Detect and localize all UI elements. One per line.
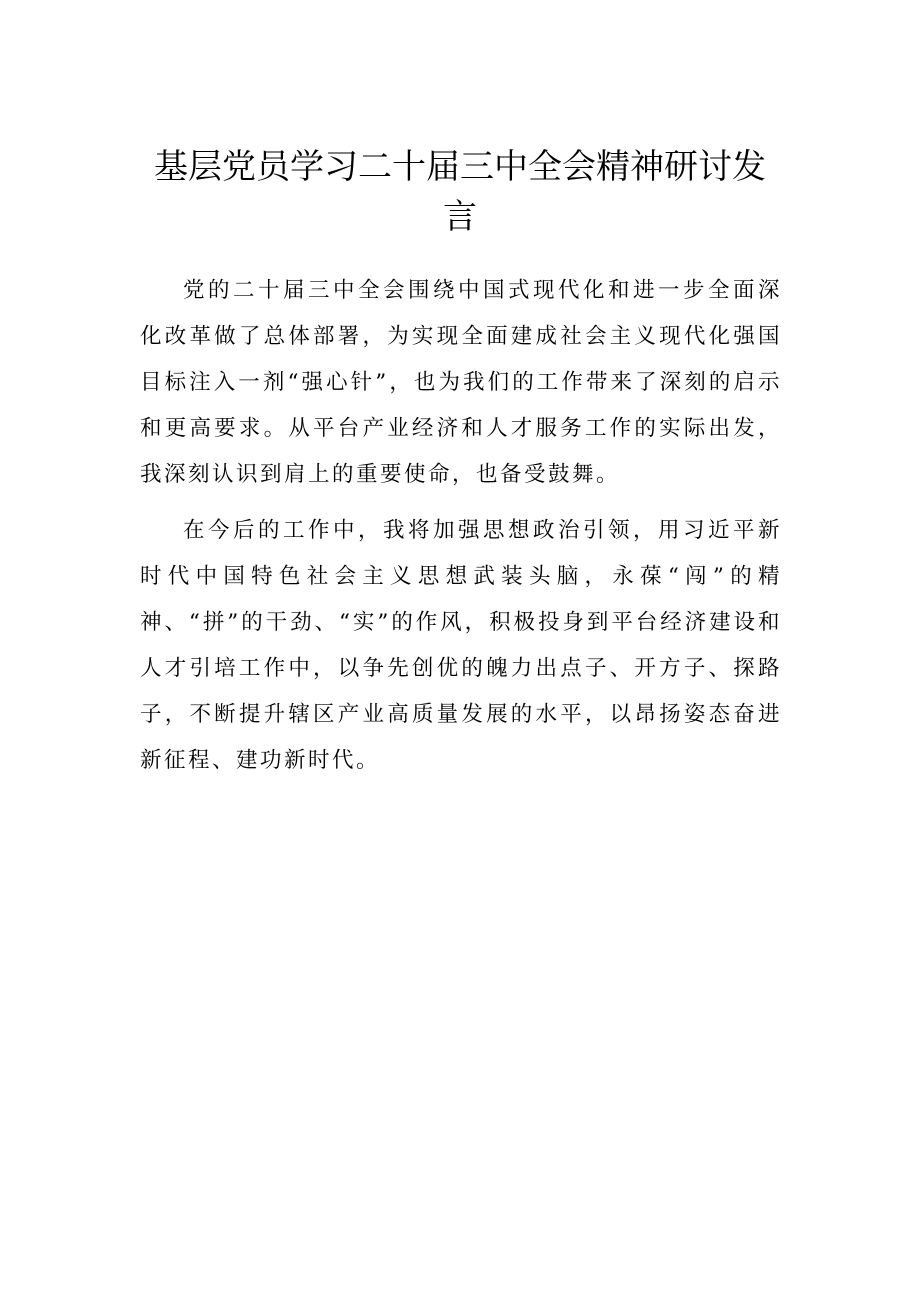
paragraph-1: 党的二十届三中全会围绕中国式现代化和进一步全面深化改革做了总体部署，为实现全面建成社会主义现代化强国目标注入一剂“强心针”，也为我们的工作带来了深刻的启示和更高要求。从平台产业经济和人才服务工作的实际出发，我深刻认识到肩上的重要使命，也备受鼓舞。 — [140, 278, 782, 487]
paragraph-2: 在今后的工作中，我将加强思想政治引领，用习近平新时代中国特色社会主义思想武装头脑，永葆“闯”的精神、“拼”的干劲、“实”的作风，积极投身到平台经济建设和人才引培工作中，以争先创优的魄力出点子、开方子、探路子，不断提升辖区产业高质量发展的水平，以昂扬姿态奋进新征程、建功新时代。 — [140, 518, 782, 773]
document-title: 基层党员学习二十届三中全会精神研讨发言 — [154, 147, 766, 237]
document-body — [140, 268, 782, 784]
